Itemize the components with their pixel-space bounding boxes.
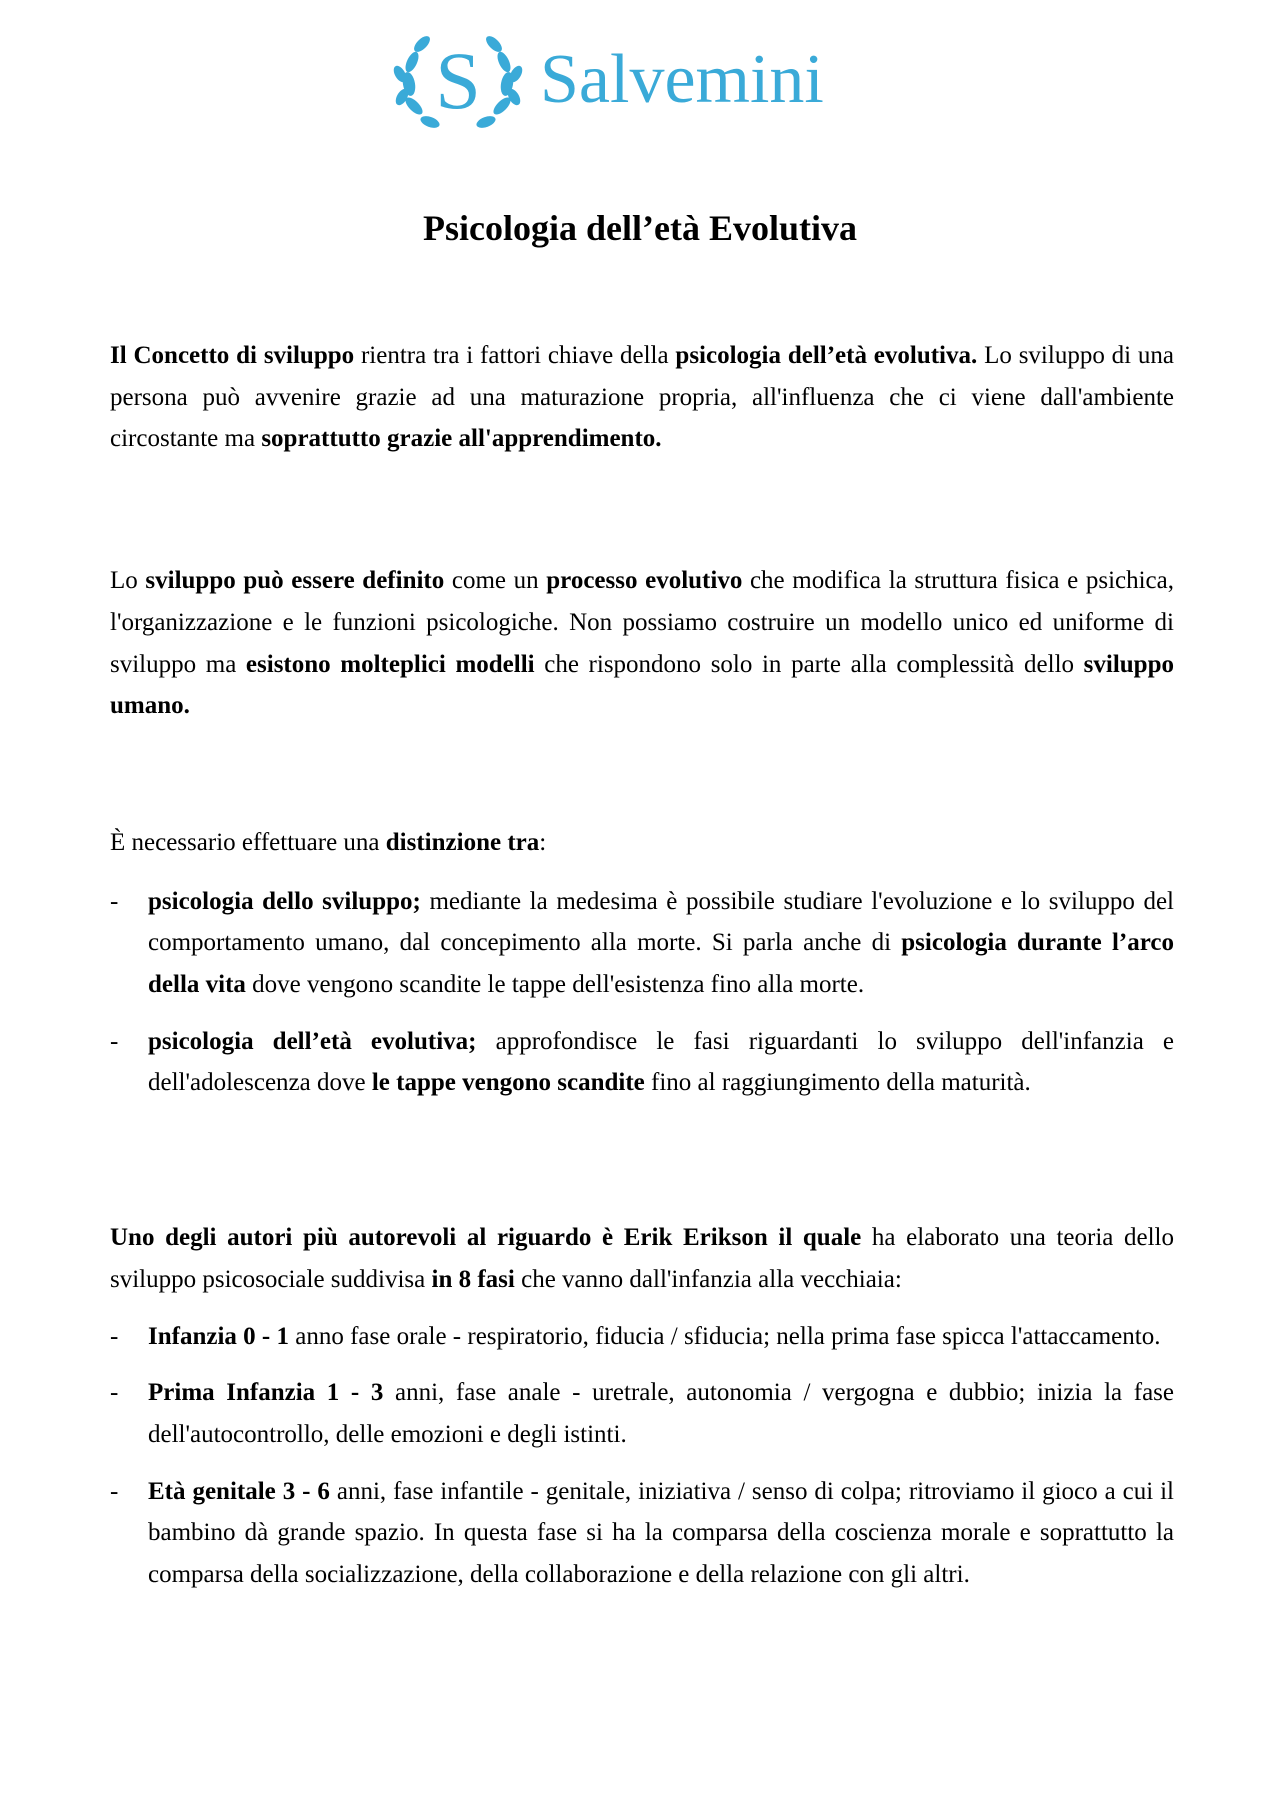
list-bullet: - <box>110 1477 119 1505</box>
logo-letter: S <box>435 35 481 126</box>
bold-text: psicologia dell’età evolutiva. <box>675 342 978 369</box>
page-title: Psicologia dell’età Evolutiva <box>423 208 857 248</box>
erikson-stages-list <box>110 1316 1174 1596</box>
list-bullet: - <box>110 1322 119 1350</box>
list-item: - psicologia dello sviluppo; mediante la medesima è possibile studiare l'evoluzione e lo sviluppo del comportamento umano, dal concepimento alla morte. Si parla anche di psicologia durante l’arco della vita dove vengono scandite le tappe dell'esistenza fino alla morte. <box>110 881 1174 1006</box>
bold-text: Il Concetto di sviluppo <box>110 342 355 369</box>
bold-text: esistono molteplici modelli <box>245 650 535 678</box>
bold-text: Uno degli autori più autorevoli al riguardo è Erik Erikson il quale <box>110 1224 862 1252</box>
logo-brand-name: Salvemini <box>540 41 824 118</box>
bold-text: sviluppo umano. <box>110 650 1174 720</box>
bold-text: distinzione tra <box>385 828 540 856</box>
list-item: - Età genitale 3 - 6 anni, fase infantile - genitale, iniziativa / senso di colpa; ritroviamo il gioco a cui il bambino dà grande spazio. In questa fase si ha la comparsa della coscienza morale e soprattutto la comparsa della socializzazione, della collaborazione e della relazione con gli altri. <box>110 1471 1174 1596</box>
bold-text: soprattutto grazie all'apprendimento. <box>261 425 662 453</box>
list-bullet: - <box>110 1027 119 1055</box>
paragraph-distinction: È necessario effettuare una distinzione tra: <box>110 828 547 856</box>
list-item: - Prima Infanzia 1 - 3 anni, fase anale - uretrale, autonomia / vergogna e dubbio; inizia la fase dell'autocontrollo, delle emozioni e degli istinti. <box>110 1372 1174 1455</box>
bold-text: processo evolutivo <box>546 567 743 595</box>
paragraph-definition: Lo sviluppo può essere definito come un processo evolutivo che modifica la struttura fisica e psichica, l'organizzazione e le funzioni psicologiche. Non possiamo costruire un modello unico ed uniforme di sviluppo ma esistono molteplici modelli che rispondono solo in parte alla complessità dello sviluppo umano. <box>110 567 1174 720</box>
document-body <box>110 335 1174 1596</box>
laurel-left-icon <box>391 33 441 130</box>
paragraph-concept: Il Concetto di sviluppo rientra tra i fattori chiave della psicologia dell’età evolutiva. Lo sviluppo di una persona può avvenire grazie ad una maturazione propria, all'influenza che ci viene dall'ambiente circostante ma soprattutto grazie all'apprendimento. <box>110 342 1175 453</box>
list-item: - psicologia dell’età evolutiva; approfondisce le fasi riguardanti lo sviluppo dell'infanzia e dell'adolescenza dove le tappe vengono scandite fino al raggiungimento della maturità. <box>110 1021 1174 1104</box>
distinction-list <box>110 881 1174 1105</box>
salvemini-logo <box>390 22 910 134</box>
bold-text: in 8 fasi <box>431 1265 515 1293</box>
bold-text: sviluppo può essere definito <box>145 567 445 595</box>
paragraph-erikson: Uno degli autori più autorevoli al riguardo è Erik Erikson il quale ha elaborato una teoria dello sviluppo psicosociale suddivisa in 8 fasi che vanno dall'infanzia alla vecchiaia: <box>110 1224 1174 1293</box>
laurel-right-icon <box>475 33 525 130</box>
list-bullet: - <box>110 1379 119 1407</box>
list-bullet: - <box>110 887 119 915</box>
list-item: - Infanzia 0 - 1 anno fase orale - respiratorio, fiducia / sfiducia; nella prima fase spicca l'attaccamento. <box>110 1316 1174 1358</box>
